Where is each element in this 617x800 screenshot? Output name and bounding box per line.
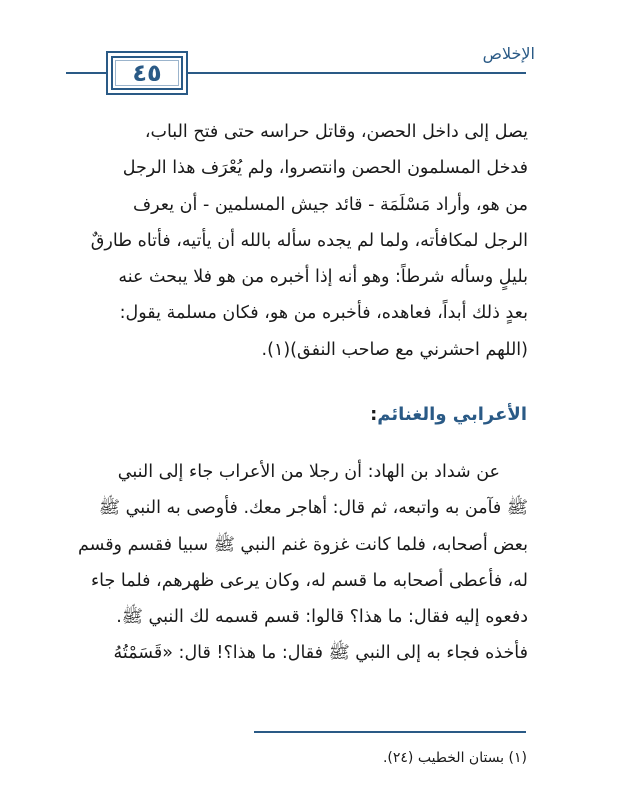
section-heading-text: الأعرابي والغنائم [377,404,527,425]
chapter-title: الإخلاص [482,44,535,63]
text-line: يصل إلى داخل الحصن، وقاتل حراسه حتى فتح الباب، [144,122,528,142]
text-line: له، فأعطى أصحابه ما قسم له، وكان يرعى ظهرهم، فلما جاء [90,570,528,591]
text-line: بعض أصحابه، فلما كانت غزوة غنم النبي ﷺ سبيا فقسم وقسم [77,534,528,555]
text-line: دفعوه إليه فقال: ما هذا؟ قالوا: قسم قسمه لك النبي ﷺ. [116,607,528,628]
paragraph-2 [68,454,528,672]
text-line: من هو، وأراد مَسْلَمَة - قائد جيش المسلمين - أن يعرف [133,194,528,215]
text-line: (اللهم احشرني مع صاحب النفق)(١). [261,339,528,360]
section-heading-colon: : [370,404,378,425]
paragraph-1 [68,114,528,368]
text-line: بعدٍ ذلك أبداً، فعاهده، فأخبره من هو، فكان مسلمة يقول: [119,303,528,324]
text-line: ﷺ فآمن به واتبعه، ثم قال: أهاجر معك. فأوصى به النبي ﷺ [98,498,528,519]
footnote-rule [254,731,526,733]
text-line: عن شداد بن الهاد: أن رجلا من الأعراب جاء إلى النبي [117,462,500,482]
page-number: ٤٥ [132,59,162,87]
page-number-frame [106,51,188,95]
text-line: فأخذه فجاء به إلى النبي ﷺ فقال: ما هذا؟! قال: «قَسَمْتُهُ [113,643,528,664]
text-line: فدخل المسلمون الحصن وانتصروا، ولم يُعْرَف هذا الرجل [122,158,528,179]
text-line: الرجل لمكافأته، ولما لم يجده سأله بالله أن يأتيه، فأتاه طارقٌ [90,230,528,251]
text-line: بليلٍ وسأله شرطاً: وهو أنه إذا أخبره من هو فلا يبحث عنه [118,267,528,288]
section-heading [300,404,527,425]
footnote: (١) بستان الخطيب (٢٤). [382,750,527,766]
